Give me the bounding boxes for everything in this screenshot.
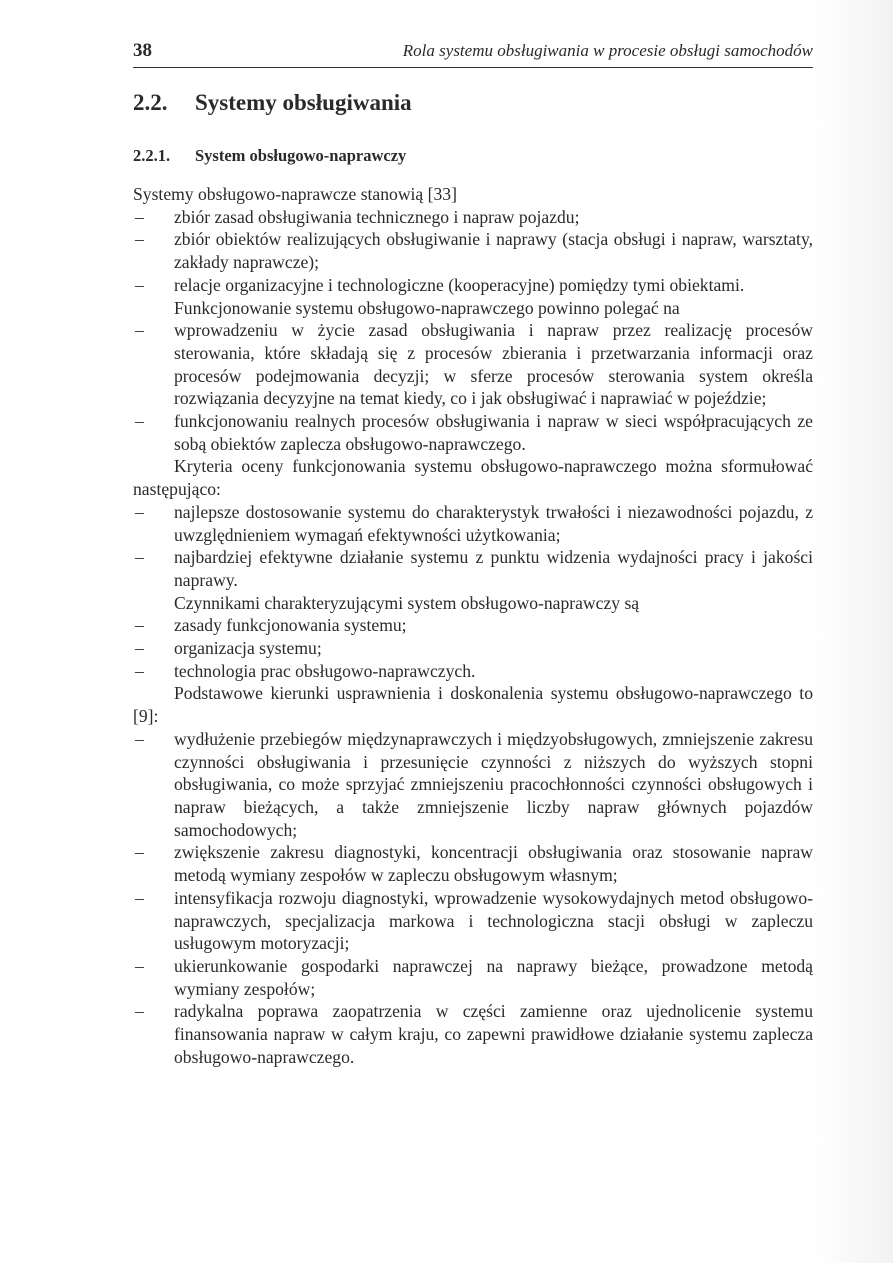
list-item: [133, 206, 813, 229]
list-item: [133, 546, 813, 591]
paragraph-factors: Czynnikami charakteryzującymi system obsługowo-naprawczy są: [174, 592, 640, 613]
section-heading: [133, 90, 813, 124]
list-factors: [133, 614, 813, 682]
dash-marker: –: [135, 887, 144, 908]
running-title: Rola systemu obsługiwania w procesie obsługi samochodów: [402, 41, 813, 60]
dash-marker: –: [135, 728, 144, 749]
list-item: [133, 660, 813, 683]
list-item-text: zbiór zasad obsługiwania technicznego i napraw pojazdu;: [174, 206, 580, 227]
list-item-text: najlepsze dostosowanie systemu do charakterystyk trwałości i niezawodności pojazdu, z uwzględnieniem wymagań efektywności użytkowania;: [174, 501, 813, 545]
subsection-title: System obsługowo-naprawczy: [195, 146, 407, 165]
list-item: [133, 728, 813, 842]
list-item-text: organizacja systemu;: [174, 638, 322, 659]
list-item: [133, 637, 813, 660]
list-item-text: wprowadzeniu w życie zasad obsługiwania i napraw przez realizację procesów sterowania, które składają się z procesów zbierania i przetwarzania informacji oraz procesów podejmowania decyzji; w sferze procesów sterowania system określa rozwiązania decyzyjne na temat kiedy, co i jak obsługiwać i naprawiać w pojeździe;: [174, 320, 813, 409]
page-edge-shadow: [813, 0, 893, 1263]
list-item-text: relacje organizacyjne i technologiczne (kooperacyjne) pomiędzy tymi obiektami.: [174, 274, 745, 295]
section-title: Systemy obsługiwania: [195, 90, 412, 115]
subsection-number: 2.2.1.: [133, 146, 171, 165]
page-number: 38: [133, 40, 152, 61]
dash-marker: –: [135, 660, 144, 681]
body-text: [133, 183, 813, 1068]
dash-marker: –: [135, 206, 144, 227]
dash-marker: –: [135, 842, 144, 863]
list-item-text: radykalna poprawa zaopatrzenia w części zamienne oraz ujednolicenie systemu finansowania napraw w całym kraju, co zapewni prawidłowe działanie systemu zaplecza obsługowo-naprawczego.: [174, 1001, 813, 1067]
list-functioning: [133, 319, 813, 455]
dash-marker: –: [135, 501, 144, 522]
dash-marker: –: [135, 955, 144, 976]
list-criteria: [133, 501, 813, 592]
paragraph-functioning: Funkcjonowanie systemu obsługowo-naprawczego powinno polegać na: [174, 297, 680, 318]
dash-marker: –: [135, 229, 144, 250]
list-item: [133, 501, 813, 546]
dash-marker: –: [135, 615, 144, 636]
list-item: [133, 887, 813, 955]
running-header: [133, 40, 813, 68]
list-directions: [133, 728, 813, 1069]
document-page: [133, 40, 813, 1068]
dash-marker: –: [135, 547, 144, 568]
dash-marker: –: [135, 638, 144, 659]
paragraph-intro: Systemy obsługowo-naprawcze stanowią [33]: [133, 184, 457, 204]
list-item: [133, 410, 813, 455]
list-item-text: technologia prac obsługowo-naprawczych.: [174, 660, 476, 681]
list-item: [133, 1000, 813, 1068]
list-item: [133, 955, 813, 1000]
list-item: [133, 228, 813, 273]
list-item-text: wydłużenie przebiegów międzynaprawczych i międzyobsługowych, zmniejszenie zakresu czynności obsługiwania i przesunięcie czynności z niższych do wyższych stopni obsługiwania, co może sprzyjać zmniejszeniu pracochłonności czynności obsługowych i napraw bieżących, a także zmniejszenie liczby napraw głównych pojazdów samochodowych;: [174, 728, 813, 840]
list-item-text: ukierunkowanie gospodarki naprawczej na naprawy bieżące, prowadzone metodą wymiany zespołów;: [174, 955, 813, 999]
list-item: [133, 319, 813, 410]
list-item: [133, 614, 813, 637]
paragraph-criteria: Kryteria oceny funkcjonowania systemu obsługowo-naprawczego można sformułować następująco:: [133, 456, 813, 500]
list-item-text: zasady funkcjonowania systemu;: [174, 615, 407, 636]
paragraph-directions: Podstawowe kierunki usprawnienia i doskonalenia systemu obsługowo-naprawczego to [9]:: [133, 683, 813, 727]
dash-marker: –: [135, 320, 144, 341]
dash-marker: –: [135, 274, 144, 295]
list-components: [133, 206, 813, 297]
list-item-text: najbardziej efektywne działanie systemu z punktu widzenia wydajności pracy i jakości naprawy.: [174, 547, 813, 590]
section-number: 2.2.: [133, 90, 168, 115]
list-item-text: intensyfikacja rozwoju diagnostyki, wprowadzenie wysokowydajnych metod obsługowo-naprawczych, specjalizacja markowa i technologiczna stacji obsługi w zapleczu usługowym motoryzacji;: [174, 887, 813, 954]
list-item: [133, 841, 813, 886]
list-item-text: funkcjonowaniu realnych procesów obsługiwania i napraw w sieci współpracujących ze sobą obiektów zaplecza obsługowo-naprawczego.: [174, 411, 813, 454]
subsection-heading: [133, 146, 813, 170]
dash-marker: –: [135, 1001, 144, 1022]
list-item-text: zwiększenie zakresu diagnostyki, koncentracji obsługiwania oraz stosowanie napraw metodą wymiany zespołów w zapleczu obsługowym własnym;: [174, 842, 813, 886]
list-item-text: zbiór obiektów realizujących obsługiwanie i naprawy (stacja obsługi i napraw, warsztaty, zakłady naprawcze);: [174, 229, 813, 273]
dash-marker: –: [135, 411, 144, 432]
list-item: [133, 274, 813, 297]
